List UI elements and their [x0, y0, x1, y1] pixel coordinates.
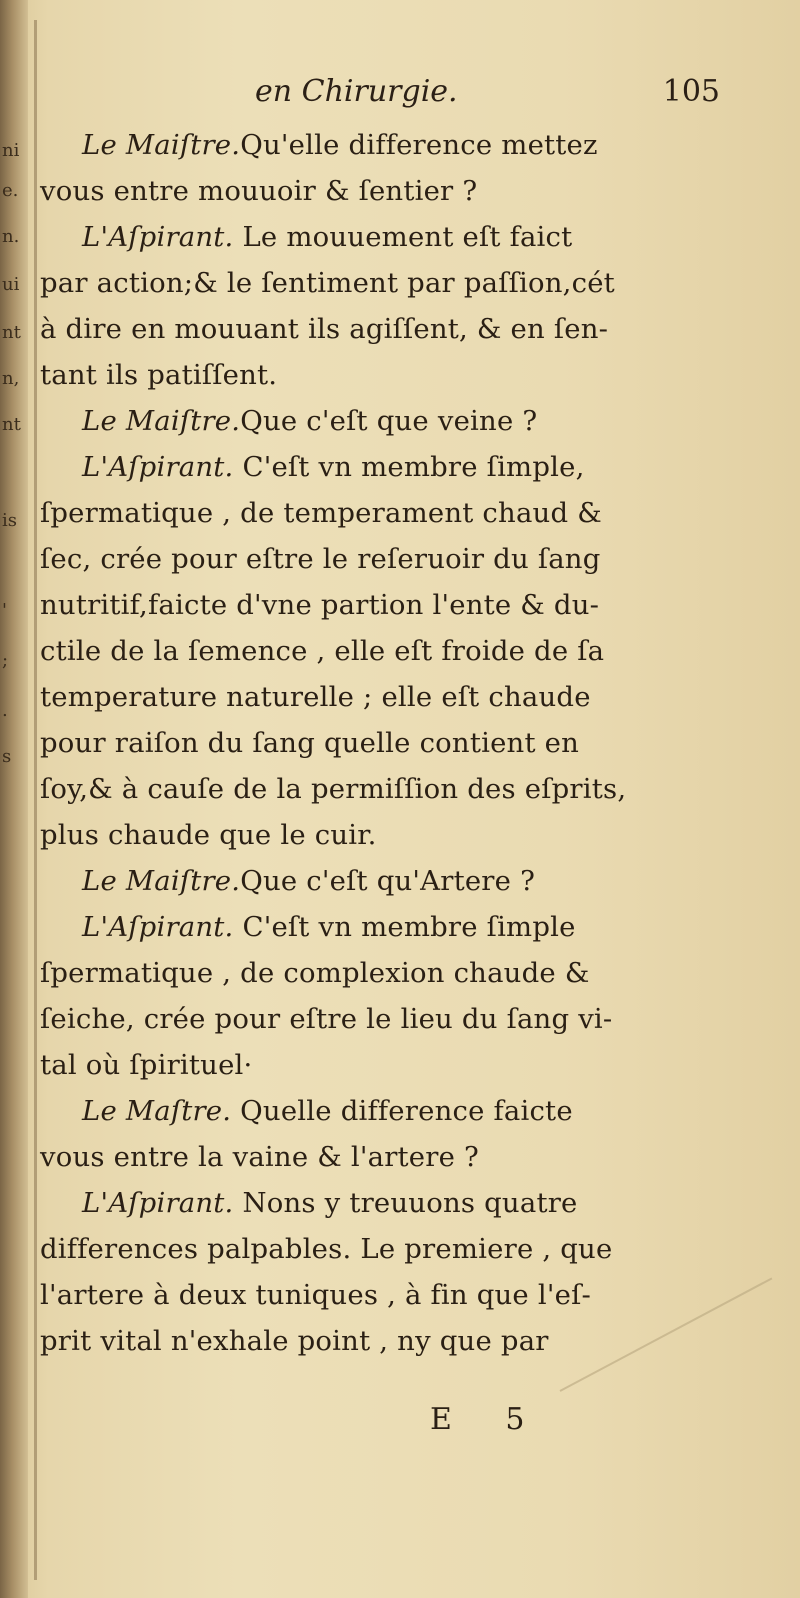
margin-fragment: s	[2, 746, 12, 767]
margin-fragment: n.	[2, 226, 20, 247]
margin-fragment: '	[2, 600, 7, 621]
speaker-label: Le Maſtre.	[82, 1095, 232, 1127]
speaker-label: L'Aſpirant.	[82, 221, 234, 253]
margin-fragment: ;	[2, 650, 9, 671]
margin-fragment: n,	[2, 368, 20, 389]
line-text: par action;& le ſentiment par paſſion,cét	[40, 267, 615, 299]
text-line	[40, 904, 720, 950]
text-line	[40, 628, 720, 674]
line-text: pour raiſon du ſang quelle contient en	[40, 727, 580, 759]
line-text: C'eſt vn membre ſimple	[233, 911, 576, 943]
line-text: Quelle difference faicte	[231, 1095, 573, 1127]
text-line	[40, 1042, 720, 1088]
speaker-label: Le Maiſtre.	[82, 129, 241, 161]
line-text: vous entre mouuoir & ſentier ?	[40, 175, 478, 207]
text-line	[40, 1180, 720, 1226]
text-line	[40, 398, 720, 444]
text-line	[40, 996, 720, 1042]
line-text: temperature naturelle ; elle eſt chaude	[40, 681, 591, 713]
margin-fragment: nt	[2, 322, 21, 343]
line-text: ſeiche, crée pour eſtre le lieu du ſang vi-	[40, 1003, 613, 1035]
text-line	[40, 582, 720, 628]
margin-fragment: is	[2, 510, 17, 531]
line-text: Nons y treuuons quatre	[233, 1187, 578, 1219]
page-number: 105	[662, 74, 720, 109]
line-text: vous entre la vaine & l'artere ?	[40, 1141, 479, 1173]
line-text: C'eſt vn membre ſimple,	[233, 451, 585, 483]
line-text: tant ils patiſſent.	[40, 359, 278, 391]
line-text: Le mouuement eſt faict	[233, 221, 573, 253]
speaker-label: L'Aſpirant.	[82, 911, 234, 943]
text-line	[40, 536, 720, 582]
text-line	[40, 490, 720, 536]
running-head	[40, 74, 720, 120]
speaker-label: Le Maiſtre.	[82, 865, 241, 897]
text-line	[40, 812, 720, 858]
margin-fragment: e.	[2, 180, 19, 201]
speaker-label: L'Aſpirant.	[82, 1187, 234, 1219]
margin-fragment: ni	[2, 140, 20, 161]
text-line	[40, 674, 720, 720]
text-line	[40, 950, 720, 996]
text-line	[40, 260, 720, 306]
text-line	[40, 444, 720, 490]
speaker-label: L'Aſpirant.	[82, 451, 234, 483]
text-line	[40, 766, 720, 812]
running-title: en Chirurgie.	[255, 74, 458, 109]
text-line	[40, 858, 720, 904]
text-line	[40, 1088, 720, 1134]
line-text: differences palpables. Le premiere , que	[40, 1233, 613, 1265]
line-text: ctile de la ſemence , elle eſt froide de ſa	[40, 635, 605, 667]
line-text: Que c'eſt que veine ?	[240, 405, 538, 437]
line-text: ſec, crée pour eſtre le reſeruoir du ſang	[40, 543, 601, 575]
text-line	[40, 1226, 720, 1272]
text-line	[40, 168, 720, 214]
line-text: à dire en mouuant ils agiſſent, & en ſen-	[40, 313, 609, 345]
margin-fragment: .	[2, 700, 8, 721]
text-line	[40, 214, 720, 260]
text-line	[40, 1318, 720, 1364]
line-text: tal où ſpirituel·	[40, 1049, 253, 1081]
speaker-label: Le Maiſtre.	[82, 405, 241, 437]
line-text: Qu'elle difference mettez	[240, 129, 598, 161]
margin-fragment: nt	[2, 414, 21, 435]
line-text: Que c'eſt qu'Artere ?	[240, 865, 536, 897]
text-line	[40, 720, 720, 766]
text-line	[40, 306, 720, 352]
line-text: l'artere à deux tuniques , à fin que l'eſ-	[40, 1279, 591, 1311]
text-line	[40, 1134, 720, 1180]
line-text: ſpermatique , de temperament chaud &	[40, 497, 602, 529]
line-text: plus chaude que le cuir.	[40, 819, 377, 851]
text-line	[40, 122, 720, 168]
line-text: prit vital n'exhale point , ny que par	[40, 1325, 549, 1357]
text-line	[40, 1272, 720, 1318]
gutter-fold	[34, 20, 37, 1580]
line-text: nutritif,faicte d'vne partion l'ente & du-	[40, 589, 600, 621]
margin-fragment: ui	[2, 274, 20, 295]
signature-mark: E 5	[430, 1402, 547, 1437]
body-text	[40, 122, 720, 1364]
line-text: ſpermatique , de complexion chaude &	[40, 957, 590, 989]
line-text: ſoy,& à cauſe de la permiſſion des eſprits,	[40, 773, 627, 805]
text-line	[40, 352, 720, 398]
